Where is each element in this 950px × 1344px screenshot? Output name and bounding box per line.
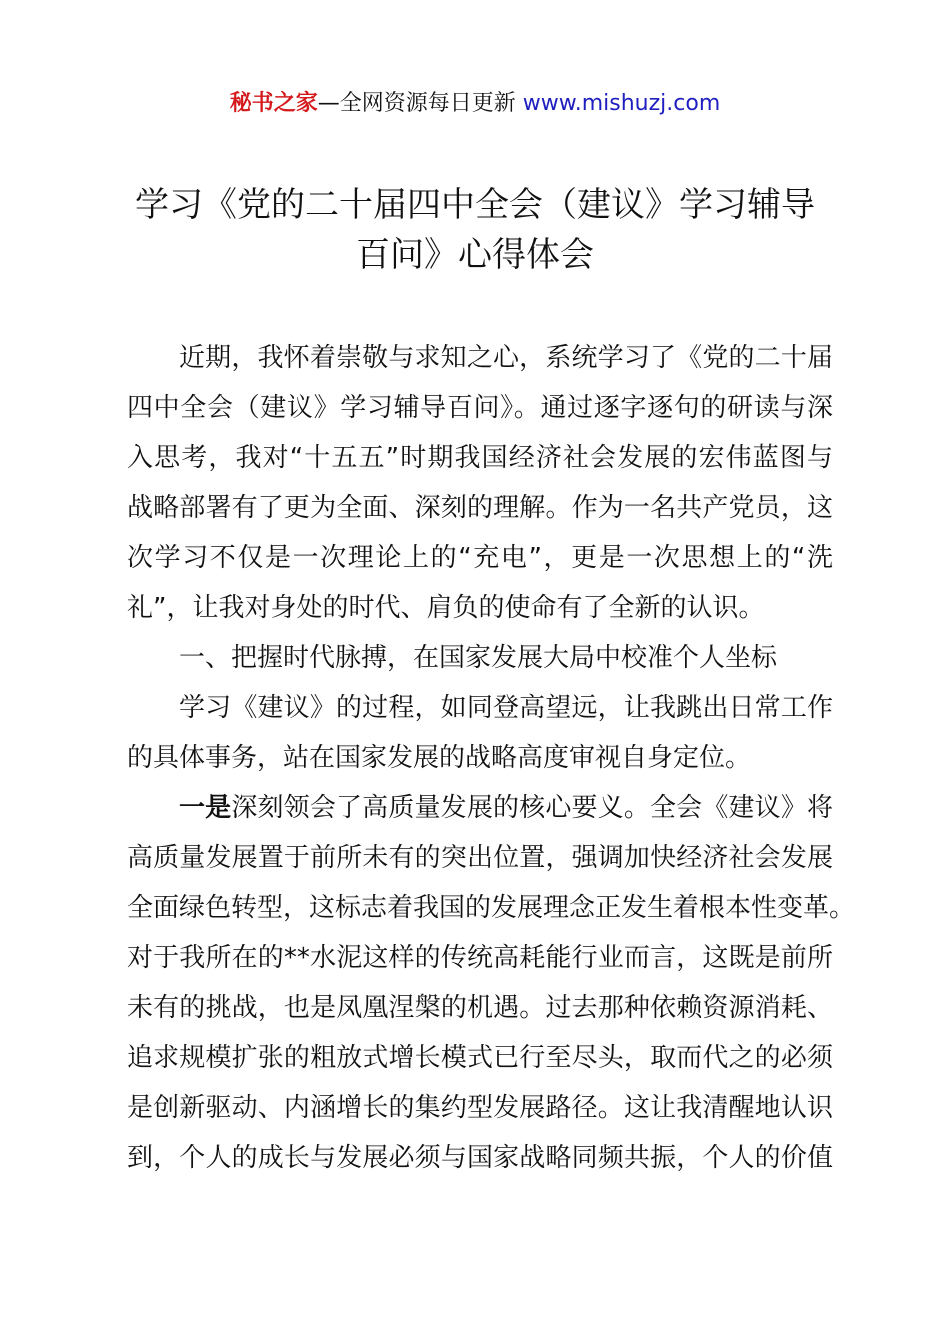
text-line: 次学习不仅是一次理论上的“充电”，更是一次思想上的“洗 — [127, 543, 833, 573]
site-header — [0, 88, 950, 120]
section1-intro-paragraph — [127, 683, 833, 783]
text-line: 的具体事务，站在国家发展的战略高度审视自身定位。 — [127, 743, 752, 773]
section-heading-1: 一、把握时代脉搏，在国家发展大局中校准个人坐标 — [179, 643, 778, 673]
brand-name: 秘书之家 — [229, 91, 318, 116]
text-line: 追求规模扩张的粗放式增长模式已行至尽头，取而代之的必须 — [127, 1043, 833, 1073]
point1-paragraph — [127, 783, 856, 1183]
header-tagline: —全网资源每日更新 — [317, 91, 523, 116]
text-line: 四中全会（建议》学习辅导百问》。通过逐字逐句的研读与深 — [127, 393, 833, 423]
point1-label: 一是 — [179, 793, 232, 823]
document-body — [127, 333, 856, 1183]
text-line: 对于我所在的**水泥这样的传统高耗能行业而言，这既是前所 — [127, 943, 833, 973]
text-line — [127, 783, 833, 833]
text-line: 全面绿色转型，这标志着我国的发展理念正发生着根本性变革。 — [127, 893, 856, 923]
title-line-2: 百问》心得体会 — [356, 235, 594, 275]
text-line: 高质量发展置于前所未有的突出位置，强调加快经济社会发展 — [127, 843, 833, 873]
text-line: 未有的挑战，也是凤凰涅槃的机遇。过去那种依赖资源消耗、 — [127, 993, 833, 1023]
text-line: 到，个人的成长与发展必须与国家战略同频共振，个人的价值 — [127, 1143, 833, 1173]
title-line-1: 学习《党的二十届四中全会（建议》学习辅导 — [135, 185, 815, 225]
text-line: 入思考，我对“十五五”时期我国经济社会发展的宏伟蓝图与 — [127, 443, 833, 473]
text-line: 学习《建议》的过程，如同登高望远，让我跳出日常工作 — [179, 693, 833, 723]
text-line: 礼”，让我对身处的时代、肩负的使命有了全新的认识。 — [127, 593, 765, 623]
intro-paragraph — [127, 333, 833, 633]
point1-first-line: 深刻领会了高质量发展的核心要义。全会《建议》将 — [231, 793, 833, 823]
site-url-link[interactable]: www.mishuzj.com — [522, 91, 721, 116]
document-title — [100, 180, 850, 280]
text-line: 近期，我怀着崇敬与求知之心，系统学习了《党的二十届 — [179, 343, 833, 373]
text-line: 战略部署有了更为全面、深刻的理解。作为一名共产党员，这 — [127, 493, 833, 523]
text-line: 是创新驱动、内涵增长的集约型发展路径。这让我清醒地认识 — [127, 1093, 833, 1123]
